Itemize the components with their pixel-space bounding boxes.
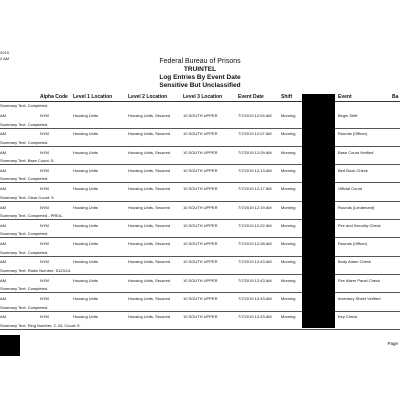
row-event: Fire Alarm Panel Check [338,277,381,283]
row-time: AM [0,167,6,173]
row-level1: Housing Units [73,204,98,210]
row-time: AM [0,222,6,228]
row-level1: Housing Units [73,222,98,228]
row-level3: 10 SOUTH UPPER [183,113,218,118]
row-alpha-code: NYM [40,277,49,283]
row-divider [0,329,400,330]
row-time: AM [0,131,6,137]
row-summary-text: Summary Text: Completed. [0,286,49,292]
table-row [0,128,400,146]
row-summary-text: Summary Text: Completed. [0,231,49,237]
row-event: Rounds (Officer) [338,131,368,137]
page-label: Page [387,341,398,346]
row-level3: 10 SOUTH UPPER [183,314,218,320]
row-alpha-code: NYM [40,204,49,210]
row-shift: Morning [281,241,296,247]
row-level3: 10 SOUTH UPPER [183,131,218,137]
row-event: Fire and Security Check [338,222,381,228]
row-time: AM [0,314,6,320]
row-time: AM [0,296,6,301]
col-level1: Level 1 Location [73,94,113,100]
corner-time-fragment: 2 AM [0,56,10,61]
row-level1: Housing Units [73,167,98,173]
row-level3: 10 SOUTH UPPER [183,222,218,228]
col-event-date: Event Date [238,94,264,100]
row-shift: Morning [281,314,296,320]
row-level3: 10 SOUTH UPPER [183,204,218,210]
table-row [0,256,400,274]
row-level3: 10 SOUTH UPPER [183,241,218,247]
row-event-date: 7/7/2019 12:38 AM [238,241,272,247]
row-event-date: 7/7/2019 12:17 AM [238,186,272,192]
row-level2: Housing Units, Secured [128,131,171,137]
report-title: Log Entries By Event Date [159,74,241,81]
row-event-date: 7/7/2019 12:43 AM [238,296,272,301]
system-name: TRUINTEL [183,66,217,73]
row-summary-text: Summary Text: Completed. [0,304,49,310]
row-event-date: 7/7/2019 12:22 AM [238,222,272,228]
col-level2: Level 2 Location [128,94,168,100]
row-shift: Morning [281,296,296,301]
col-trailing: Ba [392,94,399,100]
row-event-date: 7/7/2019 12:43 AM [238,314,272,320]
row-summary-text: Summary Text: Ring Number: C-34, Count: 5. [0,322,81,328]
classification-label: Sensitive But Unclassified [159,82,241,89]
row-event: Begin Shift [338,113,358,118]
row-summary-text: Summary Text: Base Count: 5. [0,158,55,164]
row-level2: Housing Units, Secured [128,186,171,192]
row-level2: Housing Units, Secured [128,296,171,301]
row-level2: Housing Units, Secured [128,277,171,283]
row-level1: Housing Units [73,149,98,155]
corner-date-fragment: 2019 [0,50,9,55]
row-shift: Morning [281,204,296,210]
table-row [0,110,400,128]
col-level3: Level 3 Location [183,94,223,100]
row-event-date: 7/7/2019 12:09 AM [238,149,272,155]
agency-name: Federal Bureau of Prisons [159,58,241,65]
row-level1: Housing Units [73,296,98,301]
row-event: Rounds (Officer) [338,241,368,247]
row-level1: Housing Units [73,277,98,283]
row-shift: Morning [281,222,296,228]
row-alpha-code: NYM [40,241,49,247]
row-shift: Morning [281,131,296,137]
row-event-date: 7/7/2019 12:43 AM [238,277,272,283]
row-level3: 10 SOUTH UPPER [183,149,218,155]
row-level3: 10 SOUTH UPPER [183,277,218,283]
row-level1: Housing Units [73,241,98,247]
row-shift: Morning [281,167,296,173]
table-row [0,311,400,329]
row-alpha-code: NYM [40,222,49,228]
row-shift: Morning [281,149,296,155]
row-level2: Housing Units, Secured [128,241,171,247]
row-level2: Housing Units, Secured [128,259,171,265]
table-row [0,147,400,165]
row-level2: Housing Units, Secured [128,167,171,173]
row-level3: 10 SOUTH UPPER [183,186,218,192]
row-alpha-code: NYM [40,131,49,137]
row-summary-text: Summary Text: Completed. [0,139,49,145]
row-alpha-code: NYM [40,314,49,320]
row-summary-text: Summary Text: Completed. [0,121,49,127]
row-level2: Housing Units, Secured [128,149,171,155]
row-summary-text: Summary Text: Clear Count: 5. [0,194,55,200]
row-time: AM [0,186,6,192]
row-summary-text: Summary Text: Completed - PREA. [0,213,63,218]
row-alpha-code: NYM [40,149,49,155]
row-event: Bed Book Check [338,167,368,173]
row-event-date: 7/7/2019 12:07 AM [238,131,272,137]
row-event: Base Count Verified [338,149,374,155]
row-time: AM [0,113,6,118]
table-row [0,165,400,183]
col-event: Event [338,94,352,100]
row-summary-text: Summary Text: Completed. [0,249,49,255]
row-shift: Morning [281,186,296,192]
row-alpha-code: NYM [40,259,49,265]
row-level3: 10 SOUTH UPPER [183,167,218,173]
redaction-footer [0,335,20,356]
row-shift: Morning [281,259,296,265]
row-event-date: 7/7/2019 12:19 AM [238,204,272,210]
row-alpha-code: NYM [40,113,49,118]
redaction-user-column [302,94,335,328]
col-shift: Shift [281,94,293,100]
row-time: AM [0,259,6,265]
col-alpha-code: Alpha Code [40,94,68,100]
row-event-date: 7/7/2019 12:43 AM [238,259,272,265]
row-event: Key Check [338,314,358,320]
row-alpha-code: NYM [40,186,49,192]
table-row [0,238,400,256]
table-row [0,202,400,220]
row-event: Body Alarm Check [338,259,371,265]
row-time: AM [0,149,6,155]
row-summary-text: Summary Text: Radio Number: 5123/13. [0,267,72,273]
row-level3: 10 SOUTH UPPER [183,259,218,265]
row-level3: 10 SOUTH UPPER [183,296,218,301]
row-level1: Housing Units [73,259,98,265]
row-event-date: 7/7/2019 12:04 AM [238,113,272,118]
row-level2: Housing Units, Secured [128,314,171,320]
table-row [0,183,400,201]
row-event: Official Count [338,186,362,192]
row-time: AM [0,277,6,283]
row-level1: Housing Units [73,314,98,320]
row-alpha-code: NYM [40,296,49,301]
first-summary-text: Summary Text: Completed. [0,103,49,108]
row-level2: Housing Units, Secured [128,222,171,228]
row-event: Inventory Sheet Verified [338,296,381,301]
row-shift: Morning [281,277,296,283]
row-level1: Housing Units [73,113,98,118]
row-level2: Housing Units, Secured [128,204,171,210]
row-shift: Morning [281,113,296,118]
table-row [0,293,400,311]
row-alpha-code: NYM [40,167,49,173]
row-time: AM [0,241,6,247]
row-event-date: 7/7/2019 12:13 AM [238,167,272,173]
header-rule [0,101,400,102]
row-level2: Housing Units, Secured [128,113,171,118]
row-event: Rounds (Lieutenant) [338,204,375,210]
table-row [0,220,400,238]
row-level1: Housing Units [73,186,98,192]
row-summary-text: Summary Text: Completed. [0,176,49,182]
table-row [0,275,400,293]
row-level1: Housing Units [73,131,98,137]
row-time: AM [0,204,6,210]
